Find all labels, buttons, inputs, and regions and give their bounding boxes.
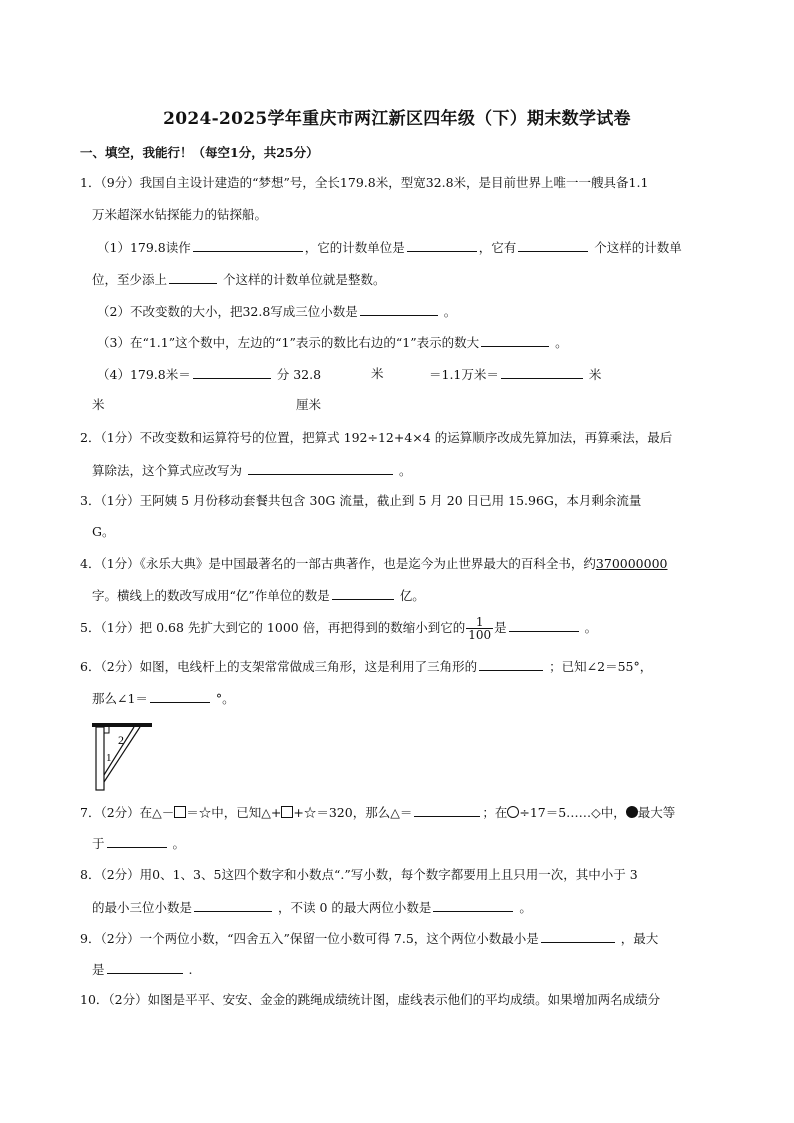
- section-heading: 一、填空，我能行！（每空1分，共25分）: [80, 145, 319, 160]
- right-angle-mark: [104, 727, 109, 733]
- text: 于: [92, 836, 105, 851]
- text: 。: [398, 463, 412, 478]
- text: （4）179.8米＝: [97, 367, 191, 382]
- question-1-unit-cm: 厘米: [296, 397, 322, 412]
- text: ＝☆中，已知△+: [186, 805, 282, 820]
- question-7-line-2: [92, 834, 185, 853]
- question-1-part-4-cont: [429, 365, 601, 384]
- text: ；已知∠2＝55°，: [549, 659, 653, 674]
- question-1-line-1: 1．（9分）我国自主设计建造的“梦想”号，全长179.8米，型宽32.8米，是目前世界上唯一一艘具备1.1: [80, 175, 649, 190]
- angle-1-label: 1: [106, 752, 112, 764]
- text: （1）179.8读作: [97, 240, 191, 255]
- question-5: [80, 616, 597, 641]
- text: 5．（1分）把 0.68 先扩大到它的 1000 倍，再把得到的数缩小到它的: [80, 620, 466, 635]
- text: （2）不改变数的大小，把32.8写成三位小数是: [97, 304, 358, 319]
- answer-blank[interactable]: [360, 302, 438, 316]
- pole: [96, 727, 104, 790]
- fraction-denominator: 100: [468, 628, 492, 642]
- text: 4．（1分）《永乐大典》是中国最著名的一部古典著作，也是迄今为止世界最大的百科全书，约: [80, 556, 596, 571]
- text: 最大等: [637, 805, 676, 820]
- answer-blank[interactable]: [518, 238, 588, 252]
- question-4-line-2: [92, 586, 425, 605]
- answer-blank[interactable]: [193, 238, 303, 252]
- answer-blank[interactable]: [541, 929, 615, 943]
- question-9-line-1: [80, 929, 658, 948]
- text: 算除法，这个算式应改写为: [92, 463, 243, 478]
- circle-symbol-icon: [507, 806, 519, 818]
- text: 亿。: [399, 588, 425, 603]
- answer-blank[interactable]: [107, 960, 183, 974]
- text: 分 32.8: [276, 367, 322, 382]
- question-2-line-2: [92, 461, 412, 480]
- square-symbol-icon: [174, 806, 186, 818]
- question-3-line-2: G。: [92, 524, 115, 539]
- text: 位，至少添上: [92, 272, 168, 287]
- text: 。: [555, 335, 568, 350]
- text: 米: [588, 367, 602, 382]
- pole-bracket-figure: [92, 713, 158, 793]
- text: 7．（2分）在△－: [80, 805, 175, 820]
- text: 是: [494, 620, 507, 635]
- page-title: 2024-2025学年重庆市两江新区四年级（下）期末数学试卷: [163, 109, 631, 129]
- text: ；在: [482, 805, 508, 820]
- question-1-unit-m-2: 米: [92, 397, 105, 412]
- question-7-line-1: [80, 803, 675, 822]
- text: 是: [92, 962, 105, 977]
- answer-blank[interactable]: [407, 238, 477, 252]
- answer-blank[interactable]: [194, 898, 272, 912]
- answer-blank[interactable]: [107, 834, 167, 848]
- answer-blank[interactable]: [479, 657, 543, 671]
- text: 6．（2分）如图，电线杆上的支架常常做成三角形，这是利用了三角形的: [80, 659, 478, 674]
- answer-blank[interactable]: [193, 365, 271, 379]
- text: °。: [215, 691, 235, 706]
- question-1-line-2: 万米超深水钻探能力的钻探船。: [92, 207, 268, 222]
- answer-blank[interactable]: [501, 365, 583, 379]
- text: ，它的计数单位是: [304, 240, 405, 255]
- text: 那么∠1＝: [92, 691, 148, 706]
- text: （3）在“1.1”这个数中，左边的“1”表示的数比右边的“1”表示的数大: [97, 335, 480, 350]
- fraction-numerator: 1: [466, 616, 493, 629]
- text: 个这样的计数单: [594, 240, 682, 255]
- text: ÷17＝5……◇中，: [519, 805, 626, 820]
- question-1-part-3: [97, 333, 568, 352]
- text: ，不读 0 的最大两位小数是: [278, 900, 432, 915]
- question-1-part-1: [97, 238, 682, 257]
- text: .: [188, 962, 193, 977]
- answer-blank[interactable]: [169, 270, 217, 284]
- text: ，最大: [620, 931, 659, 946]
- fraction: [466, 616, 493, 641]
- question-10-line-1: 10．（2分）如图是平平、安安、金金的跳绳成绩统计图，虚线表示他们的平均成绩。如果增加两名成绩分: [80, 992, 661, 1007]
- text: 9．（2分）一个两位小数，“四舍五入”保留一位小数可得 7.5，这个两位小数最小是: [80, 931, 539, 946]
- text: 。: [172, 836, 186, 851]
- square-symbol-icon: [281, 806, 293, 818]
- question-1-part-2: [97, 302, 456, 321]
- question-4-line-1: [80, 555, 668, 573]
- answer-blank[interactable]: [433, 898, 513, 912]
- text: 字。横线上的数改写成用“亿”作单位的数是: [92, 588, 330, 603]
- answer-blank[interactable]: [248, 461, 393, 475]
- text: 。: [584, 620, 598, 635]
- question-6-line-1: [80, 657, 652, 676]
- text: 。: [519, 900, 532, 915]
- answer-blank[interactable]: [332, 586, 394, 600]
- question-2-line-1: 2．（1分）不改变数和运算符号的位置，把算式 192÷12+4×4 的运算顺序改成先算加法，再算乘法，最后: [80, 430, 673, 445]
- question-8-line-2: [92, 898, 532, 917]
- underlined-number: 370000000: [595, 556, 668, 571]
- filled-circle-symbol-icon: [626, 806, 638, 818]
- answer-blank[interactable]: [509, 618, 579, 632]
- question-1-unit-m: 米: [371, 366, 384, 381]
- text: 的最小三位小数是: [92, 900, 193, 915]
- question-1-part-1-cont: [92, 270, 386, 289]
- question-8-line-1: 8．（2分）用0、1、3、5这四个数字和小数点“.”写小数，每个数字都要用上且只用一次，其中小于 3: [80, 867, 638, 882]
- angle-2-label: 2: [118, 733, 124, 747]
- answer-blank[interactable]: [414, 803, 480, 817]
- question-9-line-2: [92, 960, 192, 979]
- text: ，它有: [478, 240, 517, 255]
- question-1-part-4: [97, 365, 321, 384]
- answer-blank[interactable]: [481, 333, 549, 347]
- answer-blank[interactable]: [150, 689, 210, 703]
- text: 个这样的计数单位就是整数。: [223, 272, 386, 287]
- question-6-line-2: [92, 689, 235, 708]
- text: +☆＝320，那么△＝: [293, 805, 413, 820]
- question-3-line-1: 3．（1分）王阿姨 5 月份移动套餐共包含 30G 流量，截止到 5 月 20 日已用 15.96G，本月剩余流量: [80, 493, 642, 508]
- text: ＝1.1万米＝: [429, 367, 499, 382]
- text: 。: [443, 304, 457, 319]
